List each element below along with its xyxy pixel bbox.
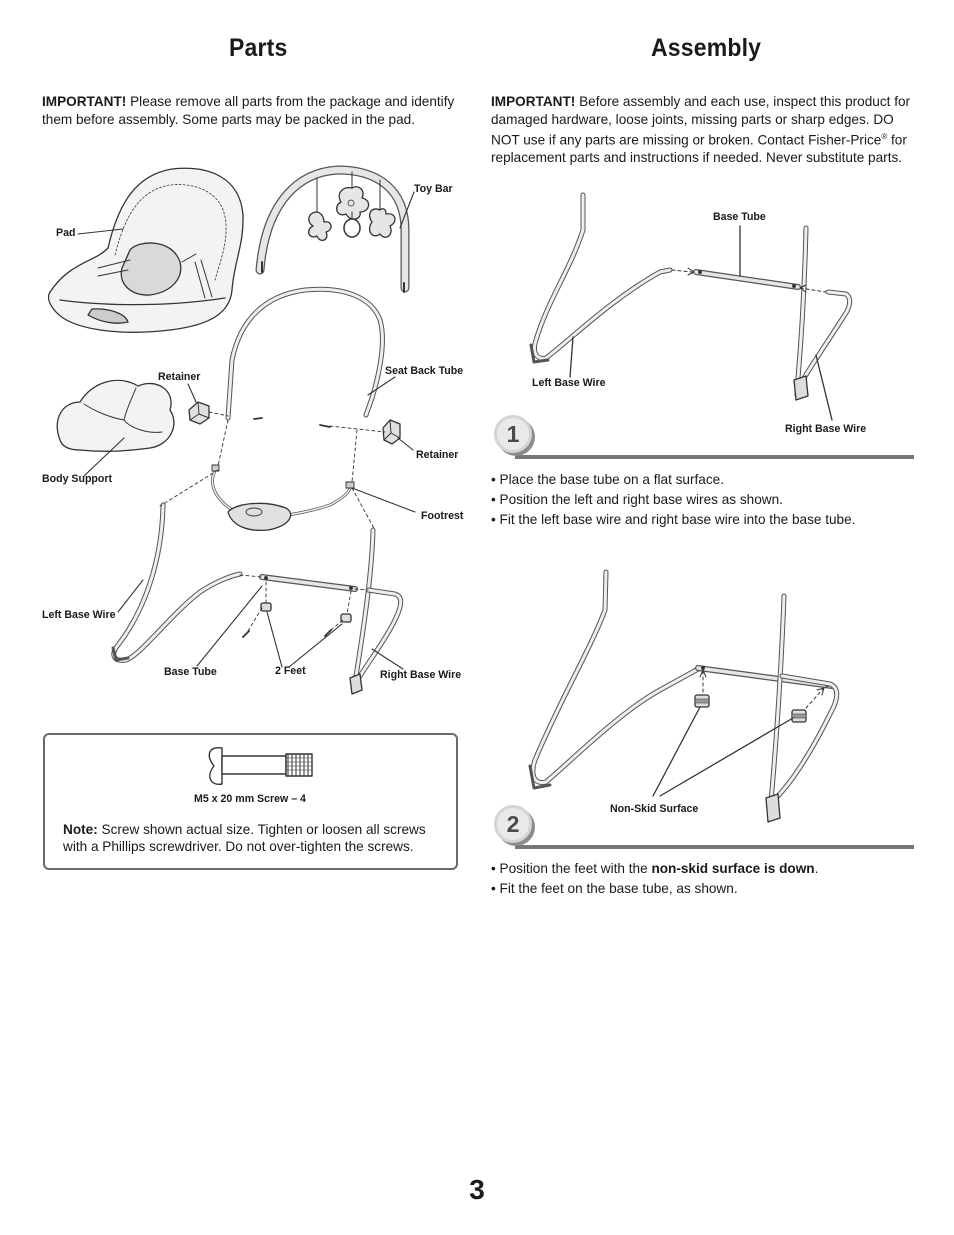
label-left-base-wire: Left Base Wire (42, 609, 116, 621)
note-text: Screw shown actual size. Tighten or loosen all screws with a Phillips screwdriver. Do not over-tighten the screws. (63, 822, 426, 854)
step2-illustration (530, 572, 837, 822)
step2-bullet1-post: . (814, 861, 819, 876)
body-support-illustration (57, 380, 174, 451)
label-retainer-right: Retainer (416, 449, 459, 461)
assembly-important-label: IMPORTANT! (491, 94, 576, 109)
step1-bullet: • Place the base tube on a flat surface. (491, 470, 916, 490)
toy-bar-illustration (260, 170, 405, 292)
label-footrest: Footrest (421, 510, 464, 522)
screw-label: M5 x 20 mm Screw – 4 (194, 793, 306, 805)
note-label: Note: (63, 822, 98, 837)
step1-bullet: • Fit the left base wire and right base wire into the base tube. (491, 510, 916, 530)
label-two-feet: 2 Feet (275, 665, 306, 677)
step2-bullet: • Fit the feet on the base tube, as shown. (491, 879, 916, 899)
parts-important-label: IMPORTANT! (42, 94, 127, 109)
step1-bullets (491, 470, 916, 530)
assembly-important-text-2: for replacement parts and instructions if needed. Never substitute parts. (491, 132, 907, 166)
step1-rule (515, 455, 914, 459)
step1-bullet: • Position the left and right base wires as shown. (491, 490, 916, 510)
seat-back-tube-illustration (228, 289, 382, 418)
step1-label-base-tube: Base Tube (713, 211, 766, 223)
label-right-base-wire: Right Base Wire (380, 669, 462, 681)
footrest-illustration (212, 465, 354, 530)
feet-parts (261, 603, 351, 622)
step2-bullet1-pre: Position the feet with the (499, 861, 652, 876)
step1-label-left-base-wire: Left Base Wire (532, 377, 606, 389)
registered-mark: ® (881, 132, 888, 141)
step2-bullet (491, 859, 916, 879)
step2-badge: 2 (494, 805, 532, 843)
step2-label-non-skid: Non-Skid Surface (610, 803, 699, 815)
pad-illustration (48, 168, 243, 332)
label-base-tube: Base Tube (164, 666, 217, 678)
hardware-note (63, 821, 448, 855)
step2-bullet1-bold: non-skid surface is down (651, 861, 815, 876)
hardware-note-box (43, 733, 458, 870)
page-number: 3 (469, 1174, 485, 1205)
assembly-important-text-1: Before assembly and each use, inspect this product for damaged hardware, loose joints, missing parts or sharp edges. DO NOT use if any parts are missing or broken. Contact Fisher-Price (491, 94, 911, 148)
step1-label-right-base-wire: Right Base Wire (785, 423, 867, 435)
step1-badge: 1 (494, 415, 532, 453)
step2-rule (515, 845, 914, 849)
label-seat-back-tube: Seat Back Tube (385, 365, 464, 377)
assembly-heading: Assembly (651, 34, 762, 62)
parts-heading: Parts (229, 34, 288, 62)
retainer-right-illustration (383, 420, 400, 444)
step2-bullets (491, 859, 916, 899)
base-tube-parts (262, 577, 355, 590)
parts-important-text: Please remove all parts from the package and identify them before assembly. Some parts may be packed in the pad. (42, 94, 455, 127)
retainer-left-illustration (189, 402, 209, 424)
label-toy-bar: Toy Bar (414, 183, 453, 195)
label-retainer-left: Retainer (158, 371, 201, 383)
label-pad: Pad (56, 227, 76, 239)
label-body-support: Body Support (42, 473, 113, 485)
